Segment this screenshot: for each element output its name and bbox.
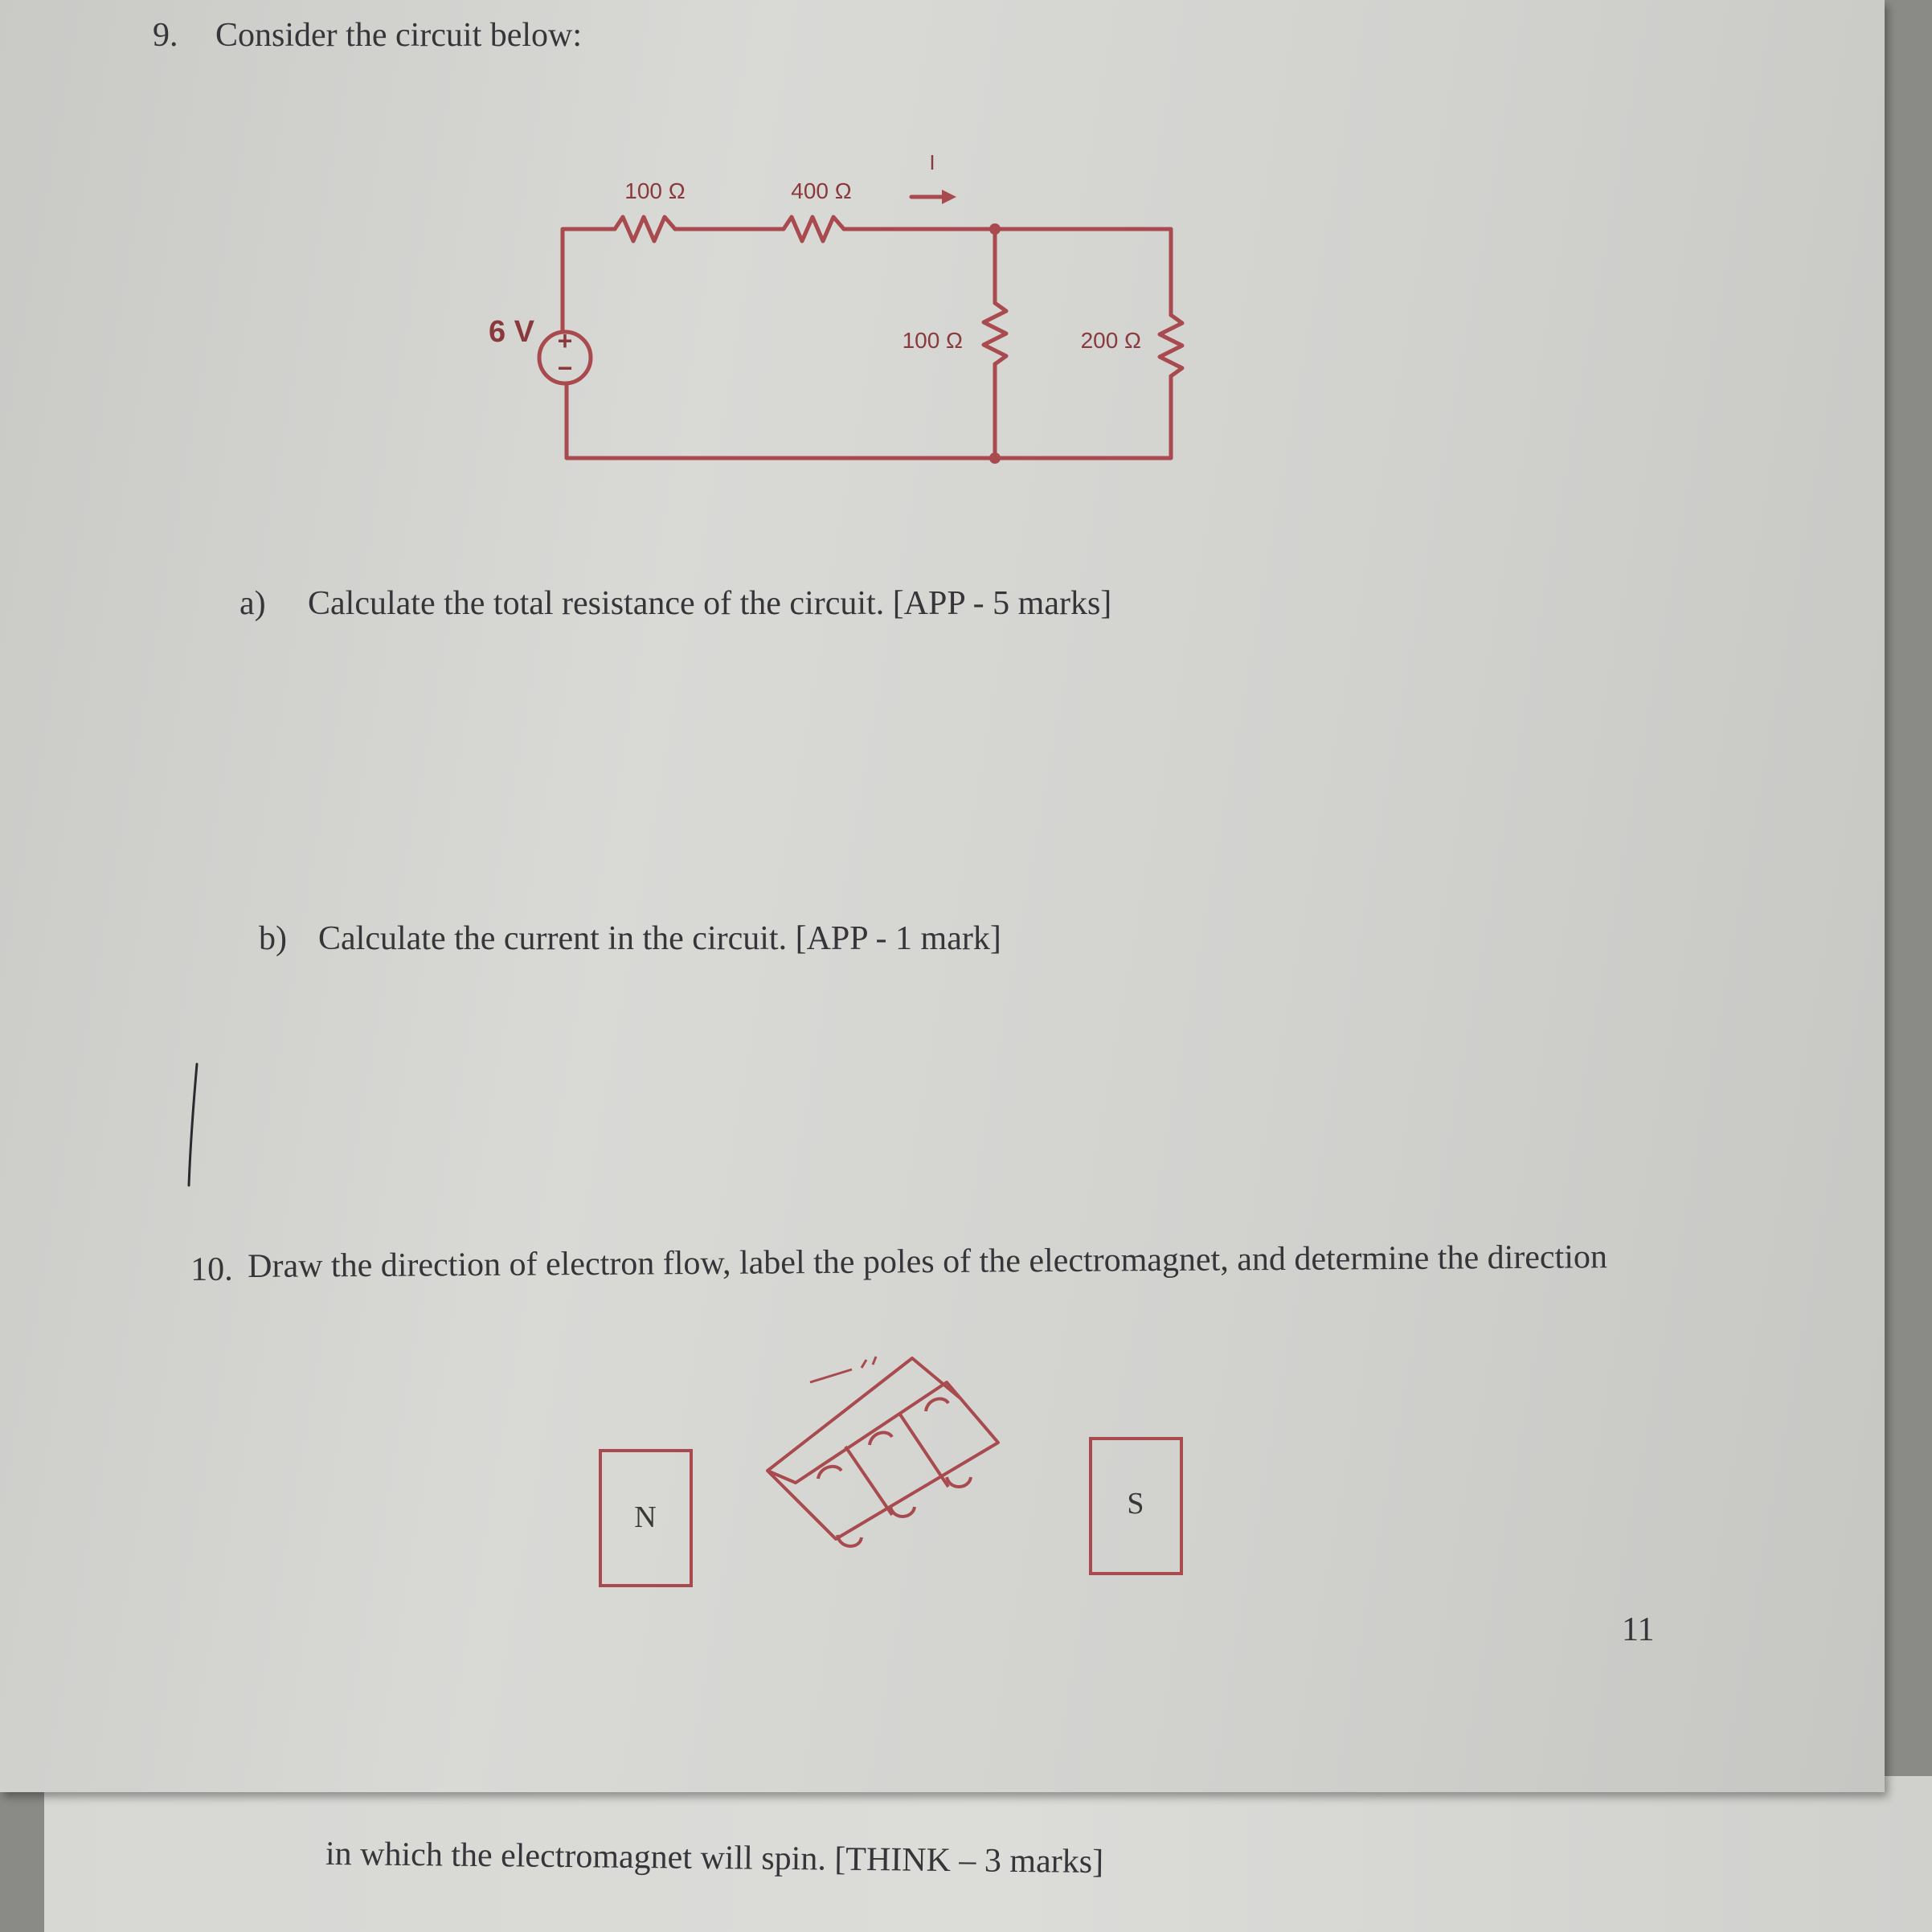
resistor-200 xyxy=(1160,315,1182,376)
q10-number: 10. xyxy=(190,1250,233,1288)
source-minus: − xyxy=(557,354,573,383)
current-label: I xyxy=(929,150,935,174)
q9b-text: Calculate the current in the circuit. [APP - 1 mark] xyxy=(318,920,1001,957)
q10-text: Draw the direction of electron flow, label the poles of the electromagnet, and determine the direction xyxy=(248,1238,1608,1285)
r2-label: 400 Ω xyxy=(791,178,852,203)
resistor-400 xyxy=(784,217,844,241)
motor-diagram xyxy=(563,1342,1230,1615)
pen-mark xyxy=(181,1061,205,1189)
wire-left-top xyxy=(563,229,615,332)
wire-bottom xyxy=(567,376,1171,458)
q9-prompt: Consider the circuit below: xyxy=(215,17,583,54)
wire-top-right xyxy=(844,229,1171,315)
q9a-letter: a) xyxy=(239,585,266,622)
electromagnet-coil xyxy=(767,1357,998,1546)
north-label: N xyxy=(634,1500,657,1534)
q10-continuation: in which the electromagnet will spin. [THINK – 3 marks] xyxy=(325,1835,1104,1881)
next-page-sheet xyxy=(44,1776,1932,1932)
current-arrow-head xyxy=(942,190,956,204)
resistor-100-top xyxy=(615,217,675,241)
q9b-letter: b) xyxy=(259,920,287,957)
source-plus: + xyxy=(557,326,573,355)
resistor-100-mid xyxy=(984,303,1006,364)
page-number: 11 xyxy=(1622,1611,1655,1648)
node-bottom xyxy=(989,452,1001,464)
node-top xyxy=(989,223,1001,235)
r4-label: 200 Ω xyxy=(1080,328,1141,353)
q9-number: 9. xyxy=(153,17,178,54)
source-voltage-label: 6 V xyxy=(488,315,534,349)
r1-label: 100 Ω xyxy=(624,178,686,203)
south-label: S xyxy=(1127,1487,1144,1521)
r3-label: 100 Ω xyxy=(902,328,963,353)
q9a-text: Calculate the total resistance of the circuit. [APP - 5 marks] xyxy=(308,585,1112,622)
circuit-diagram xyxy=(450,149,1205,486)
